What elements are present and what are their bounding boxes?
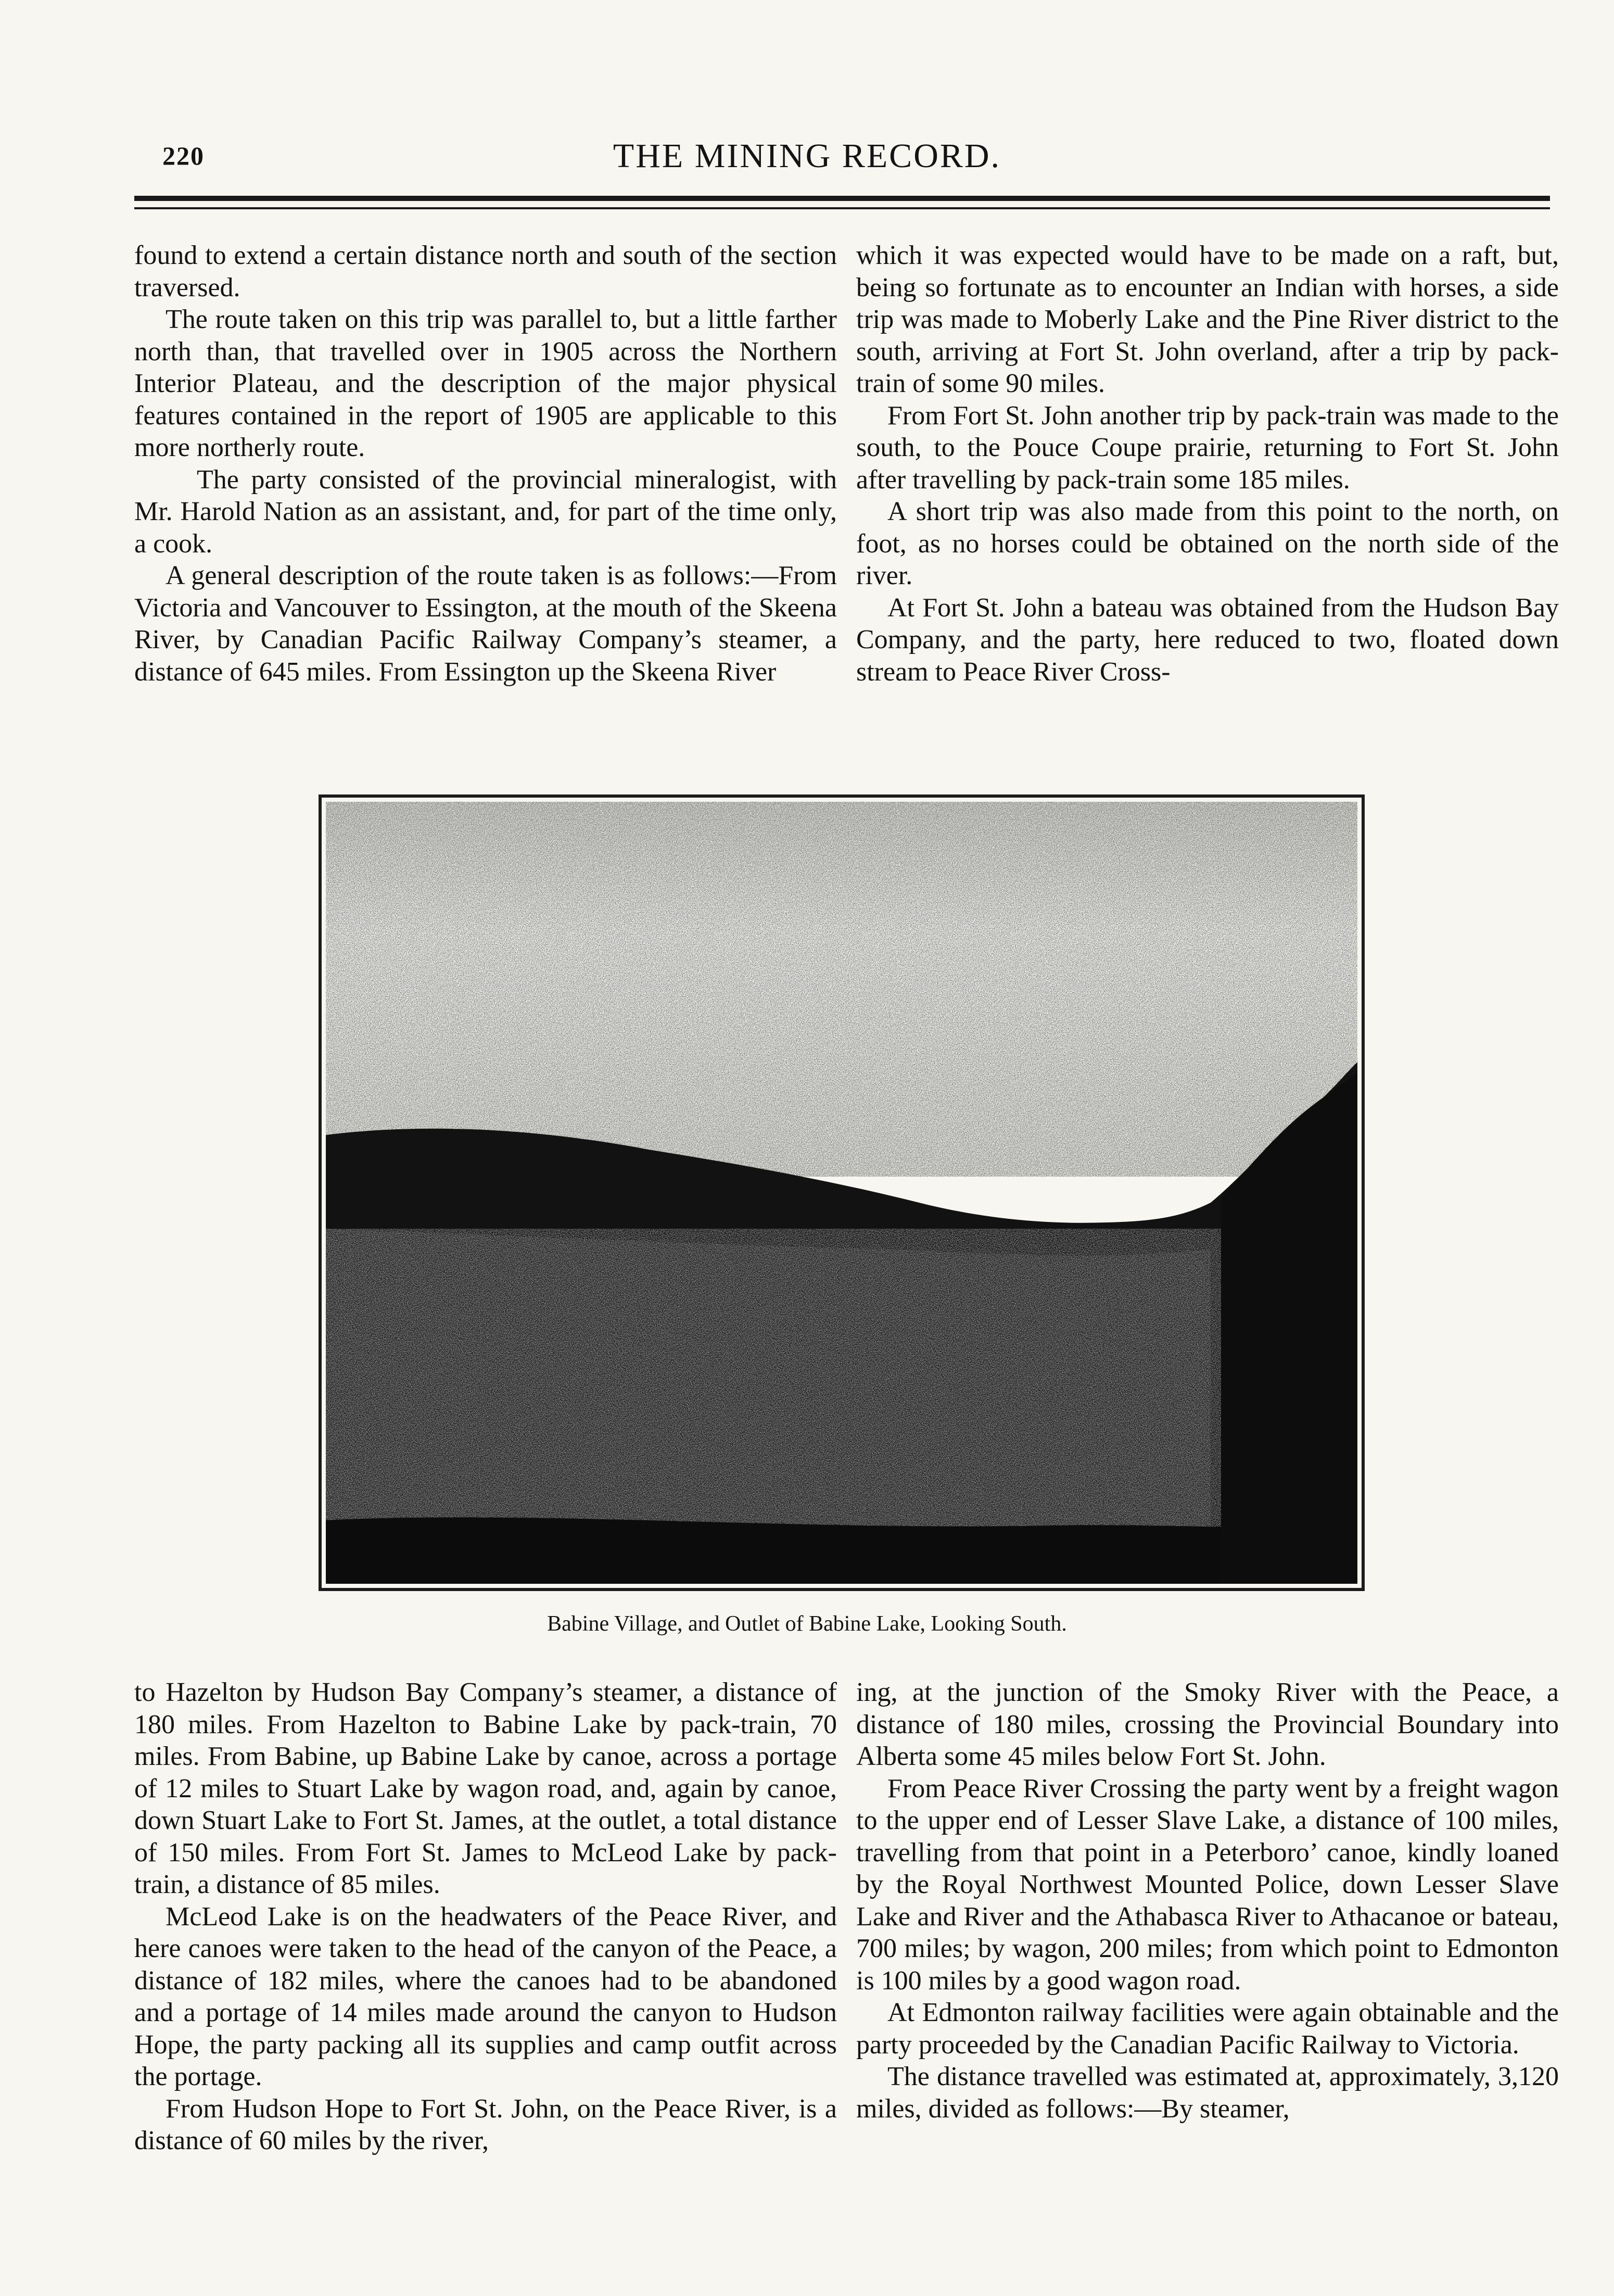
column-top-right <box>856 239 1559 688</box>
paragraph: From Peace River Crossing the party went by a freight wagon to the upper end of Lesser Slave Lake, a distance of 100 miles, travelling from that point in a Peterboro’ canoe, kindly loaned by the Royal Northwest Mounted Police, down Lesser Slave Lake and River and the Athabasca River to Athacanoe or bateau, 700 miles; by wagon, 200 miles; from which point to Edmonton is 100 miles by a good wagon road. <box>856 1773 1559 1996</box>
paragraph: A short trip was also made from this point to the north, on foot, as no horses could be obtained on the north side of the river. <box>856 497 1559 590</box>
paragraph: At Fort St. John a bateau was obtained from the Hudson Bay Company, and the party, here reduced to two, floated down stream to Peace River Cross- <box>856 592 1559 687</box>
lake-photograph <box>319 794 1365 1591</box>
paragraph: found to extend a certain distance north and south of the section traversed. <box>134 241 837 302</box>
figure-caption: Babine Village, and Outlet of Babine Lake, Looking South. <box>547 1612 1067 1636</box>
lake-photo-image <box>326 802 1357 1584</box>
header-rule-thin <box>134 207 1550 209</box>
paragraph: which it was expected would have to be made on a raft, but, being so fortunate as to encounter an Indian with horses, a side trip was made to Moberly Lake and the Pine River district to the south, arriving at Fort St. John overland, after a trip by pack-train of some 90 miles. <box>856 241 1559 398</box>
paragraph: The route taken on this trip was parallel to, but a little farther north than, that travelled over in 1905 across the Northern Interior Plateau, and the description of the major physical features contained in the report of 1905 are applicable to this more northerly route. <box>134 305 837 462</box>
header-rule <box>134 196 1550 201</box>
column-bottom-right <box>856 1676 1559 2125</box>
column-bottom-left <box>134 1676 837 2157</box>
column-top-left <box>134 239 837 688</box>
paragraph: At Edmonton railway facilities were again obtainable and the party proceeded by the Canadian Pacific Railway to Victoria. <box>856 1998 1559 2060</box>
page-number: 220 <box>162 141 205 170</box>
paragraph: The distance travelled was estimated at, approximately, 3,120 miles, divided as follows:—By steamer, <box>856 2062 1559 2124</box>
running-title: THE MINING RECORD. <box>613 137 1001 175</box>
paragraph: to Hazelton by Hudson Bay Company’s steamer, a distance of 180 miles. From Hazelton to Babine Lake by pack-train, 70 miles. From Babine, up Babine Lake by canoe, across a portage of 12 miles to Stuart Lake by wagon road, and, again by canoe, down Stuart Lake to Fort St. James, at the outlet, a total distance of 150 miles. From Fort St. James to McLeod Lake by pack-train, a distance of 85 miles. <box>134 1677 837 1899</box>
paragraph: ing, at the junction of the Smoky River with the Peace, a distance of 180 miles, crossing the Provincial Boundary into Alberta some 45 miles below Fort St. John. <box>856 1677 1559 1771</box>
paragraph: From Hudson Hope to Fort St. John, on the Peace River, is a distance of 60 miles by the river, <box>134 2093 837 2155</box>
paragraph: The party consisted of the provincial mineralogist, with Mr. Harold Nation as an assistant, and, for part of the time only, a cook. <box>134 464 837 559</box>
paragraph: McLeod Lake is on the headwaters of the Peace River, and here canoes were taken to the head of the canyon of the Peace, a distance of 182 miles, where the canoes had to be abandoned and a portage of 14 miles made around the canyon to Hudson Hope, the party packing all its supplies and camp outfit across the portage. <box>134 1901 837 2091</box>
paragraph: From Fort St. John another trip by pack-train was made to the south, to the Pouce Coupe prairie, returning to Fort St. John after travelling by pack-train some 185 miles. <box>856 400 1559 495</box>
paragraph: A general description of the route taken is as follows:—From Victoria and Vancouver to Essington, at the mouth of the Skeena River, by Canadian Pacific Railway Company’s steamer, a distance of 645 miles. From Essington up the Skeena River <box>134 561 837 687</box>
